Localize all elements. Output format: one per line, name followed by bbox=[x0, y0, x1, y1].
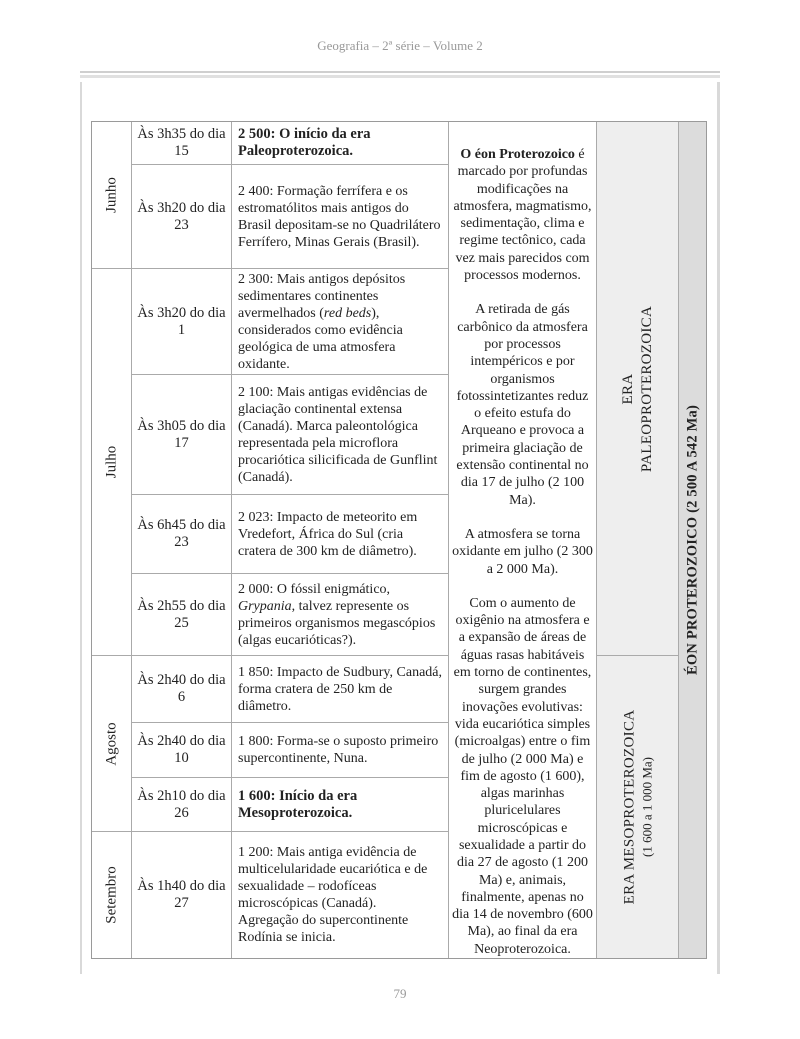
era-label bbox=[620, 710, 655, 905]
era-title-line: ERA MESOPROTEROZOICA bbox=[621, 709, 637, 905]
page-number: 79 bbox=[393, 986, 407, 1001]
time-cell: Às 3h20 do dia 1 bbox=[132, 269, 232, 375]
desc-paragraph-4: Com o aumento de oxigênio na atmosfera e a expansão de áreas de águas rasas habitáveis em torno de continentes, surgem grandes inovações evolutivas: vida eucariótica simples (microalgas) entre o fim de julho (2 000 Ma) e fim de agosto (1 600), algas marinhas pluricelulares microscópicas e sexualidade a partir do dia 27 de agosto (1 200 Ma) e, animais, finalmente, apenas no dia 14 de novembro (600 Ma), ao final da era Neoproterozoica. bbox=[452, 595, 593, 957]
time-cell: Às 3h20 do dia 23 bbox=[132, 165, 232, 269]
event-cell bbox=[232, 269, 449, 375]
time-cell: Às 1h40 do dia 27 bbox=[132, 832, 232, 958]
month-cell-setembro bbox=[92, 832, 132, 958]
month-label: Agosto bbox=[103, 721, 119, 766]
event-cell bbox=[232, 574, 449, 656]
event-text-2: Agregação do supercontinente Rodínia se inicia. bbox=[238, 913, 409, 945]
time-cell: Às 2h40 do dia 6 bbox=[132, 656, 232, 723]
month-cell-julho bbox=[92, 269, 132, 656]
desc-text: é marcado por profundas modificações na atmosfera, magmatismo, sedimentação, clima e regime tectônico, cada vez mais parecidos com processos modernos. bbox=[453, 147, 592, 284]
description-column bbox=[449, 122, 597, 958]
era-label bbox=[619, 305, 657, 471]
left-margin-rule bbox=[80, 82, 82, 974]
time-cell: Às 6h45 do dia 23 bbox=[132, 495, 232, 574]
event-cell: 1 800: Forma-se o suposto primeiro supercontinente, Nuna. bbox=[232, 723, 449, 778]
event-text: 2 300: Mais antigos depósitos sedimentares continentes avermelhados (red beds), considerados como evidência geológica de uma atmosfera oxidante. bbox=[238, 271, 406, 372]
eon-proterozoico bbox=[679, 122, 706, 958]
time-cell: Às 2h10 do dia 26 bbox=[132, 778, 232, 832]
right-margin-rule bbox=[717, 82, 720, 974]
event-cell: 1 600: Início da era Mesoproterozoica. bbox=[232, 778, 449, 832]
event-text: 1 200: Mais antiga evidência de multicelularidade eucariótica e de sexualidade – rodofíceas microscópicas (Canadá). bbox=[238, 845, 428, 911]
event-cell bbox=[232, 832, 449, 958]
desc-bold-lead: O éon Proterozoico bbox=[460, 147, 575, 162]
event-cell: 2 500: O início da era Paleoproterozoica. bbox=[232, 122, 449, 165]
era-title-line: ERA bbox=[619, 373, 636, 404]
era-title-line: PALEOPROTEROZOICA bbox=[638, 305, 655, 472]
month-label: Setembro bbox=[103, 866, 119, 924]
time-cell: Às 2h55 do dia 25 bbox=[132, 574, 232, 656]
header-rule-shadow bbox=[80, 75, 720, 78]
desc-paragraph-1 bbox=[452, 146, 593, 284]
time-cell: Às 2h40 do dia 10 bbox=[132, 723, 232, 778]
time-cell: Às 3h35 do dia 15 bbox=[132, 122, 232, 165]
event-text: 2 000: O fóssil enigmático, Grypania, talvez represente os primeiros organismos megascópios (algas eucarióticas?). bbox=[238, 581, 436, 648]
era-mesoproterozoica bbox=[597, 656, 679, 958]
month-cell-junho bbox=[92, 122, 132, 269]
month-cell-agosto bbox=[92, 656, 132, 832]
month-label: Junho bbox=[103, 177, 119, 213]
era-subtitle: (1 600 a 1 000 Ma) bbox=[639, 757, 654, 858]
time-cell: Às 3h05 do dia 17 bbox=[132, 375, 232, 495]
running-header: Geografia – 2ª série – Volume 2 bbox=[317, 38, 483, 53]
event-cell: 2 100: Mais antigas evidências de glaciação continental extensa (Canadá). Marca paleontológica representada pela microflora procariótica silicificada de Gunflint (Canadá). bbox=[232, 375, 449, 495]
desc-paragraph-2: A retirada de gás carbônico da atmosfera por processos intempéricos e por organismos fotossintetizantes reduz o efeito estufa do Arqueano e provoca a primeira glaciação de extensão continental no dia 17 de julho (2 100 Ma). bbox=[456, 302, 589, 508]
event-cell: 2 400: Formação ferrífera e os estromatólitos mais antigos do Brasil depositam-se no Quadrilátero Ferrífero, Minas Gerais (Brasil). bbox=[232, 165, 449, 269]
event-cell: 1 850: Impacto de Sudbury, Canadá, forma cratera de 250 km de diâmetro. bbox=[232, 656, 449, 723]
header-rule bbox=[80, 71, 720, 73]
eon-label: ÉON PROTEROZOICO (2 500 A 542 Ma) bbox=[684, 404, 700, 676]
month-label: Julho bbox=[103, 445, 119, 479]
era-paleoproterozoica bbox=[597, 122, 679, 656]
event-cell: 2 023: Impacto de meteorito em Vredefort, África do Sul (cria cratera de 300 km de diâmetro). bbox=[232, 495, 449, 574]
desc-paragraph-3: A atmosfera se torna oxidante em julho (2 300 a 2 000 Ma). bbox=[452, 526, 593, 577]
timeline-table bbox=[91, 121, 707, 959]
